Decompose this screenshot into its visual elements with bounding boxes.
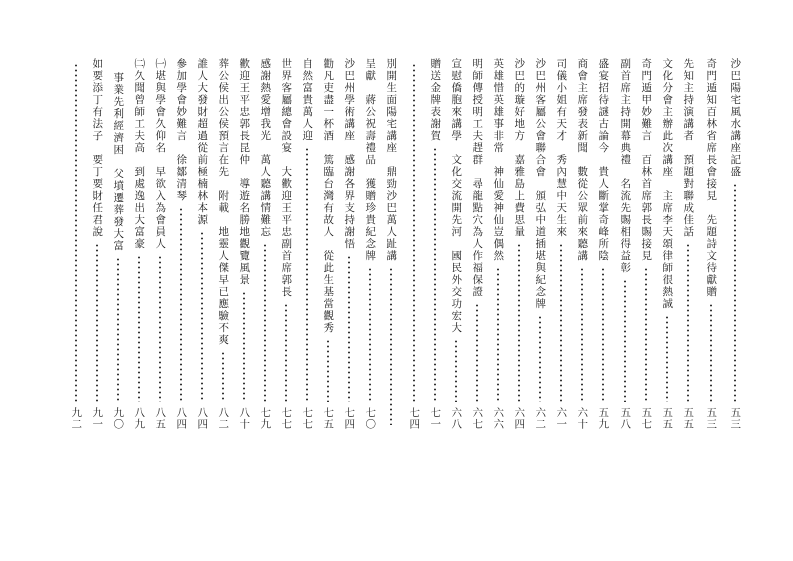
toc-entry-title: 宣慰僑胞來講學 文化交流開先河 國民外交功宏大 bbox=[450, 58, 463, 334]
toc-entry-title: 明師傳授明工夫趕群 尋龍點穴為人作福保證 bbox=[471, 58, 484, 298]
toc-entry-page: 九〇 bbox=[112, 407, 125, 430]
toc-entry-title: 自然富貴萬人迎 bbox=[301, 58, 314, 142]
dot-leader bbox=[201, 231, 203, 402]
toc-entry-page: 六七 bbox=[471, 407, 484, 430]
dot-leader bbox=[75, 63, 77, 402]
toc-entry bbox=[727, 58, 743, 430]
toc-entry-page: 六四 bbox=[513, 407, 526, 430]
toc-entry bbox=[511, 58, 527, 430]
toc-entry bbox=[236, 58, 252, 430]
dot-leader bbox=[434, 147, 436, 402]
toc-entry-title: 贈送金牌表謝賀 bbox=[429, 58, 442, 142]
dot-leader bbox=[581, 267, 583, 402]
toc-entry-title: 沙巴州客屬公會聯合會 頒弘中道插堪與紀念牌 bbox=[534, 58, 547, 310]
toc-entry-title: 別開生面陽宅講座 鼎勁沙巴萬人趾講 bbox=[385, 58, 398, 262]
toc-entry-page: 六一 bbox=[555, 407, 568, 430]
toc-entry-page: 七九 bbox=[259, 407, 272, 430]
dot-leader bbox=[645, 267, 647, 402]
toc-entry-page: 八二 bbox=[217, 407, 230, 430]
toc-entry-page: 五八 bbox=[619, 407, 632, 430]
dot-leader bbox=[96, 243, 98, 402]
toc-entry-page: 八五 bbox=[154, 407, 167, 430]
toc-entry-title: 奇門遁甲妙難言 百林首席郭長賜接見 bbox=[640, 58, 653, 262]
toc-entry-page: 九二 bbox=[70, 407, 83, 430]
dot-leader bbox=[222, 351, 224, 402]
dot-leader bbox=[390, 267, 392, 425]
toc-entry bbox=[427, 58, 443, 430]
toc-entry bbox=[173, 58, 189, 430]
toc-entry bbox=[215, 58, 231, 430]
toc-entry bbox=[299, 58, 315, 430]
dot-leader bbox=[539, 315, 541, 402]
toc-entry bbox=[406, 58, 422, 430]
toc-entry bbox=[574, 58, 590, 430]
dot-leader bbox=[306, 147, 308, 402]
toc-entry-page: 六十 bbox=[576, 407, 589, 430]
dot-leader bbox=[560, 243, 562, 402]
toc-entry bbox=[320, 58, 336, 430]
toc-entry-title: 商會主席發表新聞 數從公眾前來聽講 bbox=[576, 58, 589, 262]
toc-entry bbox=[703, 58, 719, 430]
toc-entry-title: 文化分會主辦此次講座 主席李天頌律師很熱誠 bbox=[661, 58, 674, 310]
toc-entry-page: 八四 bbox=[196, 407, 209, 430]
toc-entry-title: 葬公侯出公侯預言在先 附載 地靈人傑早已應驗不爽 bbox=[217, 58, 230, 346]
toc-entry bbox=[595, 58, 611, 430]
toc-entry-page: 七七 bbox=[301, 407, 314, 430]
toc-entry bbox=[469, 58, 485, 430]
dot-leader bbox=[518, 243, 520, 402]
dot-leader bbox=[455, 339, 457, 402]
dot-leader bbox=[476, 303, 478, 402]
toc-entry-page: 六二 bbox=[534, 407, 547, 430]
dot-leader bbox=[117, 257, 119, 402]
dot-leader bbox=[497, 267, 499, 402]
dot-leader bbox=[710, 303, 712, 402]
toc-entry-title: 奇門遁知百林省席長會接見 先題詩文待獻贈 bbox=[705, 58, 718, 298]
toc-entry bbox=[131, 58, 147, 430]
toc-entry-page: 六八 bbox=[450, 407, 463, 430]
toc-entry-page: 七一 bbox=[429, 407, 442, 430]
dot-leader bbox=[666, 315, 668, 402]
toc-entry-title: 司儀小姐有天才 秀內慧中天生來 bbox=[555, 58, 568, 238]
dot-leader bbox=[602, 267, 604, 402]
dot-leader bbox=[243, 291, 245, 402]
toc-entry-page: 七七 bbox=[280, 407, 293, 430]
dot-leader bbox=[327, 339, 329, 402]
toc-entry-title: 英雄惜英雄事非常 神仙愛神仙豈偶然 bbox=[492, 58, 505, 262]
dot-leader bbox=[348, 255, 350, 402]
toc-entry bbox=[68, 58, 84, 430]
toc-entry-title: 先知主持演講者 預題對聯成佳話 bbox=[682, 58, 695, 238]
toc-entry-title: 沙巴陽宅風水講座記盛 bbox=[729, 58, 742, 178]
toc-entry-page: 五三 bbox=[729, 407, 742, 430]
toc-entry-page: 八九 bbox=[133, 407, 146, 430]
toc-entry-title: 勸凡吏盡一杯酒 篤臨台灣有故人 從此生基當觀秀 bbox=[322, 58, 335, 334]
dot-leader bbox=[734, 183, 736, 402]
toc-entry-page: 五九 bbox=[597, 407, 610, 430]
toc-entry bbox=[362, 58, 378, 430]
toc-entry bbox=[638, 58, 654, 430]
toc-entry-title: 如要添丁有法子 要丁要財任君說 bbox=[91, 58, 104, 238]
toc-entry-title: 誰人大發財超過從前極楠林本源 bbox=[196, 58, 209, 226]
toc-entry bbox=[278, 58, 294, 430]
toc-entry-page: 五五 bbox=[661, 407, 674, 430]
toc-entry-page: 七四 bbox=[408, 407, 421, 430]
toc-entry-title: 盛宴招待謎古論今 貴人斷掌奇峰所陰 bbox=[597, 58, 610, 262]
toc-entry-title: 世界客屬總會設宴 大歡迎王平忠副首席郭長 bbox=[280, 58, 293, 298]
toc-entry-page: 七五 bbox=[322, 407, 335, 430]
toc-entry-title: 副首席主持開幕典禮 名流先賜相得益彰 bbox=[619, 58, 632, 274]
toc-entry-title: 參加學會妙難言 徐鄒清琴 bbox=[175, 58, 188, 202]
toc-entry-title: 感謝熱愛增我光 萬人聽講情難忘 bbox=[259, 58, 272, 238]
dot-leader bbox=[180, 207, 182, 402]
toc-entry bbox=[553, 58, 569, 430]
dot-leader bbox=[624, 279, 626, 402]
toc-entry bbox=[152, 58, 168, 430]
toc-entry-title: 事業先利經濟困 父墳遷葬發大富 bbox=[112, 72, 125, 252]
dot-leader bbox=[413, 63, 415, 402]
dot-leader bbox=[138, 255, 140, 402]
toc-entry-page: 九一 bbox=[91, 407, 104, 430]
toc-entry bbox=[659, 58, 675, 430]
toc-entry-page: 五七 bbox=[640, 407, 653, 430]
toc-entry-title: ㈡久聞曾師工夫高 到處逸出大富豪 bbox=[133, 58, 146, 250]
toc-entry-title: 呈獻 蔣公祝壽禮品 獲贈珍貴紀念牌 bbox=[364, 58, 377, 262]
toc-entry-title: 歡迎王平忠郭長昆仲 導遊名勝地觀覽風景 bbox=[238, 58, 251, 286]
dot-leader bbox=[369, 267, 371, 402]
dot-leader bbox=[687, 243, 689, 402]
toc-entry bbox=[617, 58, 633, 430]
toc-entry bbox=[532, 58, 548, 430]
toc-entry bbox=[383, 58, 399, 430]
toc-entry-title: 沙巴州學術講座 感謝各界支持謝悟 bbox=[343, 58, 356, 250]
toc-entry bbox=[110, 72, 126, 430]
toc-entry-page: 七〇 bbox=[364, 407, 377, 430]
toc-entry bbox=[680, 58, 696, 430]
dot-leader bbox=[159, 255, 161, 402]
toc-entry-page: 五五 bbox=[682, 407, 695, 430]
toc-entry-page: 七四 bbox=[343, 407, 356, 430]
toc-entry-title: 沙巴的璇好地方 嘉雅島上費思量 bbox=[513, 58, 526, 238]
toc-entry-page: 五三 bbox=[705, 407, 718, 430]
toc-entry bbox=[89, 58, 105, 430]
toc-entry bbox=[490, 58, 506, 430]
toc-entry-page: 八十 bbox=[238, 407, 251, 430]
toc-entry-page: 八四 bbox=[175, 407, 188, 430]
toc-entry-page: 六六 bbox=[492, 407, 505, 430]
toc-entry bbox=[448, 58, 464, 430]
dot-leader bbox=[285, 303, 287, 402]
toc-entry bbox=[194, 58, 210, 430]
toc-entry bbox=[341, 58, 357, 430]
dot-leader bbox=[264, 243, 266, 402]
toc-entry-title: ㈠堪與學會久仰名 早欲入為會員人 bbox=[154, 58, 167, 250]
toc-entry bbox=[257, 58, 273, 430]
